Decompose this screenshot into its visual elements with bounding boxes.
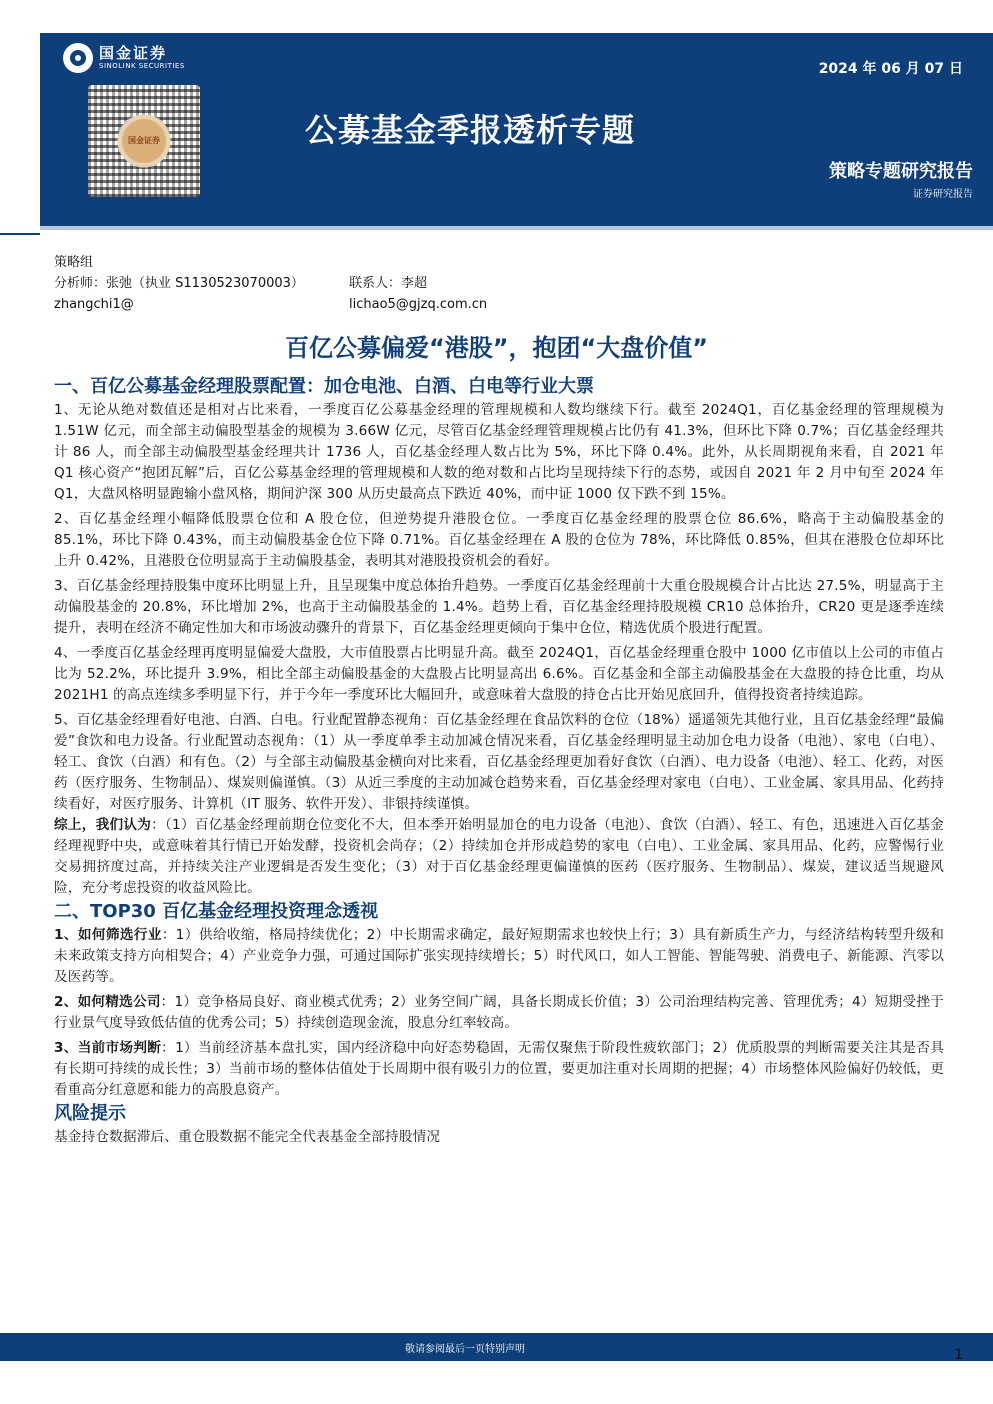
market-judgement: [54, 1038, 944, 1101]
analyst-info: 分析师：张弛（执业 S1130523070003）: [54, 276, 304, 291]
logo-en: SINOLINK SECURITIES: [99, 62, 185, 70]
risk-heading: 风险提示: [54, 1103, 126, 1124]
report-type: 策略专题研究报告: [829, 161, 973, 182]
report-body: [54, 374, 944, 1148]
conclusion-lead: 综上，我们认为: [54, 817, 152, 833]
conclusion-text: ：（1）百亿基金经理前期仓位变化不大，但本季开始明显加仓的电力设备（电池）、食饮（白酒）、轻工、有色，迅速进入百亿基金经理视野中央，或意味着其行情已开始发酵，投资机会尚存；（2）持续加仓并形成趋势的家电（白电）、工业金属、家具用品、化药，应警惕行业交易拥挤度过高，并持续关注产业逻辑是否发生变化；（3）对于百亿基金经理更偏谨慎的医药（医疗服务、生物制品）、煤炭，建议适当规避风险，充分考虑投资的收益风险比。: [54, 817, 944, 896]
company-selection: [54, 992, 944, 1034]
market-judgement-text: ：1）当前经济基本盘扎实，国内经济稳中向好态势稳固，无需仅聚焦于阶段性疲软部门；2）优质股票的判断需要关注其是否具有长期可持续的成长性；3）当前市场的整体估值处于长周期中很有吸引力的位置，要更加注重对长周期的把握；4）市场整体风险偏好仍较低，更看重高分红意愿和能力的高股息资产。: [54, 1040, 945, 1098]
group-name: 策略组: [54, 255, 94, 270]
paragraph-3: 3、百亿基金经理持股集中度环比明显上升，且呈现集中度总体抬升趋势。一季度百亿基金经理前十大重仓股规模合计占比达 27.5%，明显高于主动偏股基金的 20.8%，环比增加 2%，也高于主动偏股基金的 1.4%。趋势上看，百亿基金经理持股规模 CR10 总体抬升，CR20 更是逐季连续提升，表明在经济不确定性加大和市场波动骤升的背景下，百亿基金经理更倾向于集中仓位，精选优质个股进行配置。: [54, 578, 944, 636]
logo-text: [99, 45, 185, 71]
report-date: 2024 年 06 月 07 日: [818, 61, 963, 77]
footer-notice: 敬请参阅最后一页特别声明: [405, 1344, 525, 1355]
paragraph-5: 5、百亿基金经理看好电池、白酒、白电。行业配置静态视角：百亿基金经理在食品饮料的仓位（18%）遥遥领先其他行业，且百亿基金经理“最偏爱”食饮和电力设备。行业配置动态视角：（1）从一季度单季主动加减仓情况来看，百亿基金经理明显主动加仓电力设备（电池）、家电（白电）、轻工、食饮（白酒）和有色。（2）与全部主动偏股基金横向对比来看，百亿基金经理更加看好食饮（白酒）、电力设备（电池）、轻工、化药，对医药（医疗服务、生物制品）、煤炭则偏谨慎。（3）从近三季度的主动加减仓趋势来看，百亿基金经理对家电（白电）、工业金属、家具用品、化药持续看好，对医疗服务、计算机（IT 服务、软件开发）、非银持续谨慎。: [54, 712, 944, 812]
analyst-email[interactable]: zhangchi1@: [54, 297, 134, 312]
market-judgement-lead: 3、当前市场判断: [54, 1040, 162, 1056]
author-block: [54, 252, 488, 315]
page-number: 1: [954, 1347, 963, 1363]
paragraph-1: 1、无论从绝对数值还是相对占比来看，一季度百亿公募基金经理的管理规模和人数均继续下行。截至 2024Q1，百亿基金经理的管理规模为 1.51W 亿元，而全部主动偏股型基金的规模为 3.66W 亿元，尽管百亿基金经理管理规模占比仍有 41.3%，但环比下降 0.7%；百亿基金经理共计 86 人，而全部主动偏股型基金经理共计 1736 人，百亿基金经理人数占比为 5%，环比下降 0.4%。此外，从长周期视角来看，自 2021 年 Q1 核心资产“抱团瓦解”后，百亿公募基金经理的管理规模和人数的绝对数和占比均呈现持续下行的态势，或因自 2021 年 2 月中旬至 2024 年 Q1，大盘风格明显跑输小盘风格，期间沪深 300 从历史最高点下跌近 40%，而中证 1000 仅下跌不到 15%。: [54, 402, 944, 502]
industry-selection-lead: 1、如何筛选行业: [54, 927, 162, 943]
report-subtype: 证券研究报告: [913, 189, 973, 200]
contact-info: 联系人：李超: [349, 276, 428, 291]
qr-center-label: 国金证券: [122, 119, 166, 163]
contact-email[interactable]: lichao5@gjzq.com.cn: [349, 297, 488, 312]
paragraph-2: 2、百亿基金经理小幅降低股票仓位和 A 股仓位，但逆势提升港股仓位。一季度百亿基金经理的股票仓位 86.6%，略高于主动偏股基金的 85.1%，环比下降 0.43%，而主动偏股基金仓位下降 0.71%。百亿基金经理在 A 股的仓位为 78%，环比降低 0.85%，但其在港股仓位却环比上升 0.42%，且港股仓位明显高于主动偏股基金，表明其对港股投资机会的看好。: [54, 511, 944, 569]
company-selection-lead: 2、如何精选公司: [54, 994, 161, 1010]
header-title: 公募基金季报透析专题: [305, 111, 636, 149]
industry-selection-text: ：1）供给收缩，格局持续优化；2）中长期需求确定，最好短期需求也较快上行；3）具有新质生产力，与经济结构转型升级和未来政策支持方向相契合；4）产业竞争力强，可通过国际扩张实现持续增长；5）时代风口，如人工智能、智能驾驶、消费电子、新能源、汽零以及医药等。: [54, 927, 944, 985]
section-heading-1: 一、百亿公募基金经理股票配置：加仓电池、白酒、白电等行业大票: [54, 376, 594, 397]
company-logo: [63, 43, 185, 73]
logo-mark-icon: [63, 43, 93, 73]
header-shadow: [40, 226, 993, 230]
paragraph-conclusion: [54, 815, 944, 899]
header-left-stub: [0, 233, 40, 235]
qr-code-icon: [88, 85, 200, 197]
section-heading-2: 二、TOP30 百亿基金经理投资理念透视: [54, 901, 379, 922]
industry-selection: [54, 925, 944, 988]
logo-cn: 国金证券: [99, 44, 168, 62]
document-title: 百亿公募偏爱“港股”，抱团“大盘价值”: [284, 334, 709, 362]
risk-text: 基金持仓数据滞后、重仓股数据不能完全代表基金全部持股情况: [54, 1129, 441, 1145]
company-selection-text: ：1）竞争格局良好、商业模式优秀；2）业务空间广阔，具备长期成长价值；3）公司治理结构完善、管理优秀；4）短期受挫于行业景气度导致低估值的优秀公司；5）持续创造现金流，股息分红率较高。: [54, 994, 944, 1031]
paragraph-4: 4、一季度百亿基金经理再度明显偏爱大盘股，大市值股票占比明显升高。截至 2024Q1，百亿基金经理重仓股中 1000 亿市值以上公司的市值占比为 52.2%，环比提升 3.9%，相比全部主动偏股基金的大盘股占比明显高出 6.6%。百亿基金和全部主动偏股基金在大盘股的持仓比重，均从 2021H1 的高点连续多季明显下行，并于今年一季度环比大幅回升，或意味着大盘股的持仓占比开始见底回升，值得投资者持续追踪。: [54, 645, 944, 703]
